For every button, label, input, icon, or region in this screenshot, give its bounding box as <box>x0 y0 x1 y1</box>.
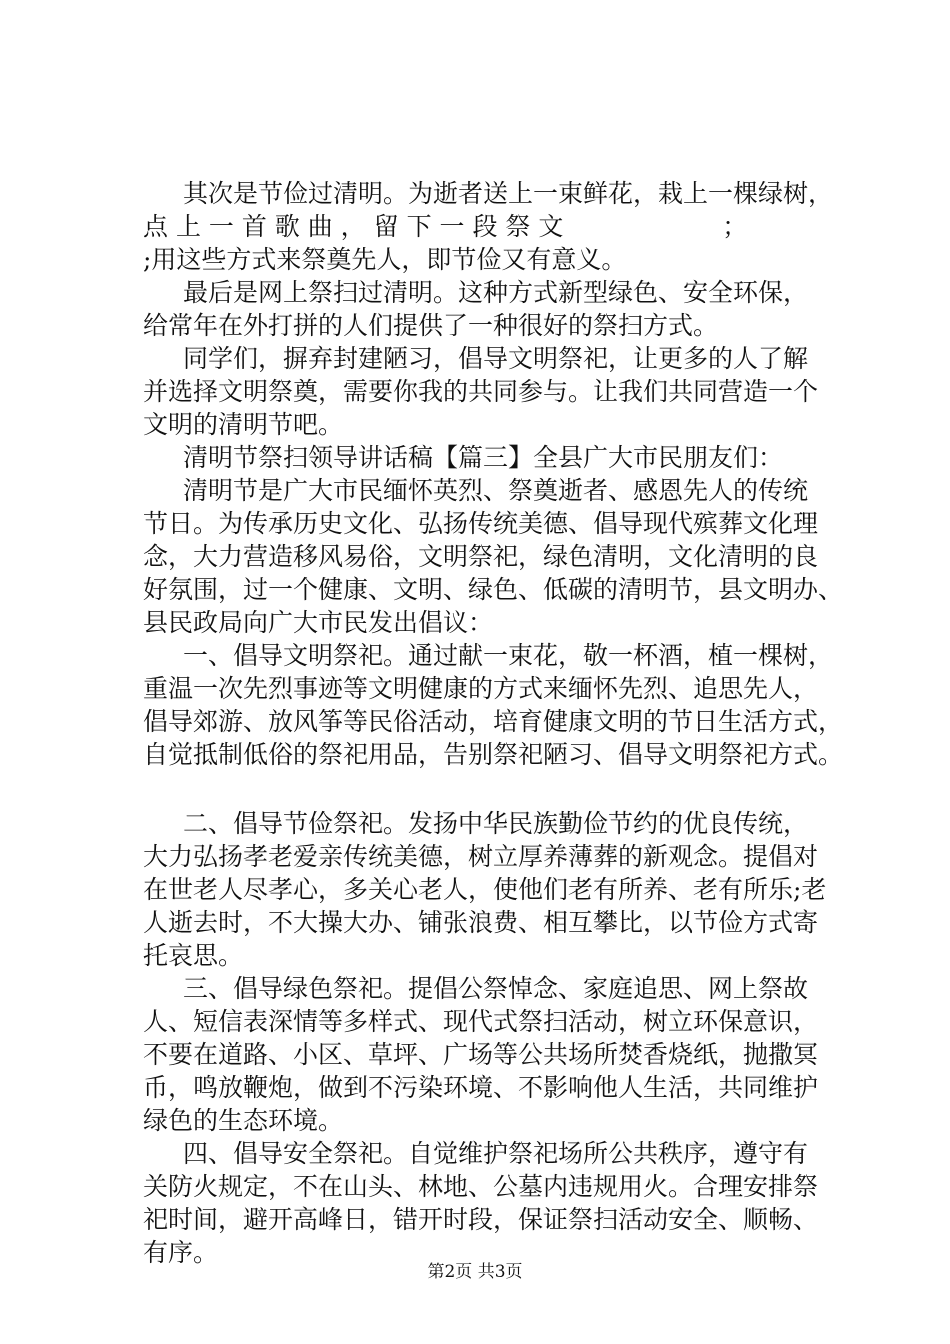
text-line: ;用这些方式来祭奠先人，即节俭又有意义。 <box>143 245 627 274</box>
text-line: 文明的清明节吧。 <box>143 410 344 439</box>
text-line: 念，大力营造移风易俗，文明祭祀，绿色清明，文化清明的良 <box>143 542 819 571</box>
text-line: 绿色的生态环境。 <box>143 1106 344 1135</box>
text-line: 托哀思。 <box>143 941 244 970</box>
text-line: 清明节是广大市民缅怀英烈、祭奠逝者、感恩先人的传统 <box>183 476 809 505</box>
text-line: 点 上 一 首 歌 曲 ， 留 下 一 段 祭 文 ； <box>143 212 748 241</box>
text-line: 清明节祭扫领导讲话稿【篇三】全县广大市民朋友们： <box>183 443 784 472</box>
text-line: 县民政局向广大市民发出倡议： <box>143 608 494 637</box>
page-number-footer: 第2页 共3页 <box>427 1262 523 1282</box>
text-line: 人、短信表深情等多样式、现代式祭扫活动，树立环保意识， <box>143 1007 819 1036</box>
text-line: 大力弘扬孝老爱亲传统美德，树立厚养薄葬的新观念。提倡对 <box>143 842 819 871</box>
text-line: 在世老人尽孝心，多关心老人，使他们老有所养、老有所乐;老 <box>143 875 827 904</box>
text-line: 人逝去时，不大操大办、铺张浪费、相互攀比，以节俭方式寄 <box>143 908 819 937</box>
text-line: 四、倡导安全祭祀。自觉维护祭祀场所公共秩序，遵守有 <box>183 1139 809 1168</box>
text-line: 有序。 <box>143 1238 219 1267</box>
text-line: 三、倡导绿色祭祀。提倡公祭悼念、家庭追思、网上祭故 <box>183 974 809 1003</box>
text-line: 币，鸣放鞭炮，做到不污染环境、不影响他人生活，共同维护 <box>143 1073 819 1102</box>
text-line: 不要在道路、小区、草坪、广场等公共场所焚香烧纸，抛撒冥 <box>143 1040 819 1069</box>
text-line: 关防火规定，不在山头、林地、公墓内违规用火。合理安排祭 <box>143 1172 819 1201</box>
text-line: 一、倡导文明祭祀。通过献一束花，敬一杯酒，植一棵树， <box>183 641 834 670</box>
text-line: 最后是网上祭扫过清明。这种方式新型绿色、安全环保， <box>183 278 809 307</box>
text-line: 给常年在外打拼的人们提供了一种很好的祭扫方式。 <box>143 311 719 340</box>
text-line: 并选择文明祭奠，需要你我的共同参与。让我们共同营造一个 <box>143 377 819 406</box>
text-line: 二、倡导节俭祭祀。发扬中华民族勤俭节约的优良传统， <box>183 809 809 838</box>
text-line: 自觉抵制低俗的祭祀用品，告别祭祀陋习、倡导文明祭祀方式。 <box>143 740 844 769</box>
text-line: 重温一次先烈事迹等文明健康的方式来缅怀先烈、追思先人， <box>143 674 819 703</box>
text-line: 好氛围，过一个健康、文明、绿色、低碳的清明节，县文明办、 <box>143 575 844 604</box>
text-line: 同学们，摒弃封建陋习，倡导文明祭祀，让更多的人了解 <box>183 344 809 373</box>
text-line: 祀时间，避开高峰日，错开时段，保证祭扫活动安全、顺畅、 <box>143 1205 819 1234</box>
text-line: 倡导郊游、放风筝等民俗活动，培育健康文明的节日生活方式， <box>143 707 844 736</box>
text-line: 其次是节俭过清明。为逝者送上一束鲜花，栽上一棵绿树， <box>183 179 834 208</box>
text-line: 节日。为传承历史文化、弘扬传统美德、倡导现代殡葬文化理 <box>143 509 819 538</box>
